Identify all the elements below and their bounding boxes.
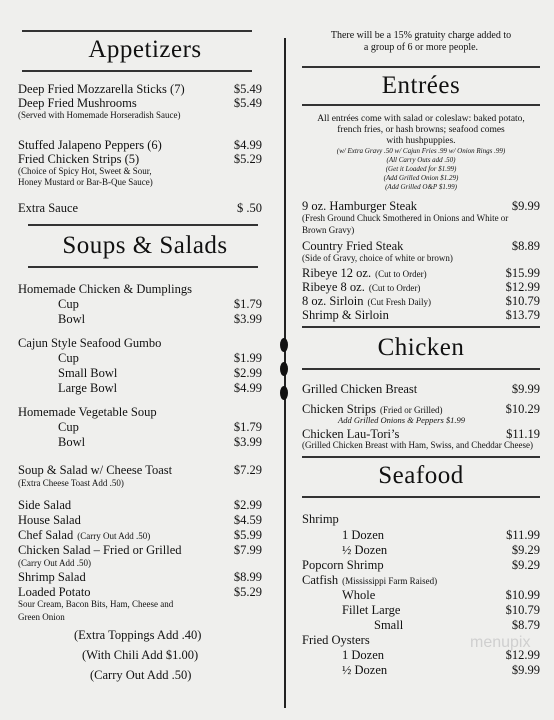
divider-dot [280,362,288,376]
item-name: Cajun Style Seafood Gumbo [18,336,162,350]
appetizers-heading: Appetizers [88,36,202,63]
item-name: 9 oz. Hamburger Steak [302,199,418,213]
item-price: $ .50 [237,201,262,215]
item-price: $12.99 [505,280,540,294]
item-price: $5.99 [233,528,262,542]
item-price: $3.99 [233,435,262,449]
item-name: Side Salad [18,498,72,512]
item-price: $11.19 [506,427,540,441]
item-price: $1.79 [233,420,262,434]
item-price: $4.99 [233,138,262,152]
seafood-heading: Seafood [378,462,464,489]
item-name: Catfish (Mississippi Farm Raised) [302,573,438,587]
item-name: House Salad [18,513,81,527]
item-name: Small [374,618,404,632]
item-name: Small Bowl [58,366,118,380]
item-name: Chicken Lau-Tori’s [302,427,400,441]
item-name: ½ Dozen [342,663,388,677]
soups-salads-heading: Soups & Salads [62,232,228,259]
item-name: Loaded Potato [18,585,91,599]
item-price: $10.79 [505,294,540,308]
item-note: Add Grilled Onions & Peppers $1.99 [338,415,466,425]
item-price: $15.99 [505,266,540,280]
item-price: $5.29 [233,585,262,599]
gratuity-line: a group of 6 or more people. [363,42,479,53]
item-name: Shrimp [302,512,339,526]
item-note: (Fresh Ground Chuck Smothered in Onions and White or [302,213,509,223]
item-note: Brown Gravy) [302,225,355,235]
item-extra: (Carry Out Add .50) [77,531,151,541]
item-name: Fried Chicken Strips (5) [18,152,140,166]
entree-extra-line: (Add Grilled Onion $1.29) [383,174,459,182]
item-name: Deep Fried Mushrooms [18,96,137,110]
item-name: Popcorn Shrimp [302,558,384,572]
gratuity-line: There will be a 15% gratuity charge added to [330,30,512,41]
item-note: Honey Mustard or Bar-B-Que Sauce) [18,177,153,187]
item-extra: (Mississippi Farm Raised) [342,576,438,586]
item-name: (Extra Toppings Add .40) [74,628,202,642]
item-price: $11.99 [506,528,540,542]
item-name: Country Fried Steak [302,239,404,253]
item-price: $7.99 [233,543,262,557]
item-name: Bowl [58,435,86,449]
item-extra: (Fried or Grilled) [379,405,443,415]
item-name: Fillet Large [342,603,401,617]
item-note: (Carry Out Add .50) [18,558,91,568]
item-price: $8.99 [233,570,262,584]
item-note: (Extra Cheese Toast Add .50) [18,478,124,488]
item-name: (Carry Out Add .50) [90,668,192,682]
item-name: Shrimp Salad [18,570,86,584]
heading-rule [302,456,540,458]
item-name: Ribeye 8 oz. (Cut to Order) [302,280,421,294]
item-name: Extra Sauce [18,201,79,215]
item-price: $9.99 [511,663,540,677]
item-price: $4.59 [233,513,262,527]
entree-extra-line: (Get it Loaded for $1.99) [385,165,457,173]
item-price: $13.79 [505,308,540,322]
item-name: Stuffed Jalapeno Peppers (6) [18,138,162,152]
watermark: menupix [470,634,531,651]
item-name: Cup [58,351,79,365]
item-extra: (Cut to Order) [375,269,427,279]
item-note: (Served with Homemade Horseradish Sauce) [18,110,181,120]
heading-rule [22,70,252,72]
item-name: Grilled Chicken Breast [302,382,418,396]
item-price: $5.49 [233,82,262,96]
item-price: $9.99 [511,199,540,213]
item-name: Ribeye 12 oz. (Cut to Order) [302,266,427,280]
item-name: (With Chili Add $1.00) [82,648,199,662]
heading-rule [28,266,258,268]
entree-extra-line: (Add Grilled O&P $1.99) [385,183,457,191]
item-name: Homemade Chicken & Dumplings [18,282,192,296]
item-name: Shrimp & Sirloin [302,308,389,322]
item-note: (Choice of Spicy Hot, Sweet & Sour, [18,166,152,176]
item-price: $7.29 [233,463,262,477]
item-price: $4.99 [233,381,262,395]
entree-intro-line: french fries, or hash browns; seafood comes [337,125,505,135]
item-name: Fried Oysters [302,633,370,647]
chicken-heading: Chicken [377,334,465,361]
item-name: Homemade Vegetable Soup [18,405,157,419]
item-price: $10.99 [505,588,540,602]
item-price: $5.49 [233,96,262,110]
item-name: 1 Dozen [342,648,384,662]
item-name: Large Bowl [58,381,118,395]
entree-extra-line: (All Carry Outs add .50) [386,156,456,164]
item-price: $1.99 [233,351,262,365]
item-name: Chicken Salad – Fried or Grilled [18,543,182,557]
heading-rule [302,104,540,106]
item-name: Soup & Salad w/ Cheese Toast [18,463,173,477]
divider-dot [280,386,288,400]
item-name: Bowl [58,312,86,326]
item-note: (Grilled Chicken Breast with Ham, Swiss, and Cheddar Cheese) [302,440,533,450]
item-price: $9.99 [511,382,540,396]
item-price: $10.79 [505,603,540,617]
item-price: $2.99 [233,366,262,380]
heading-rule [302,326,540,328]
entrees-heading: Entrées [381,72,461,99]
item-name: Chef Salad (Carry Out Add .50) [18,528,151,542]
item-name: 1 Dozen [342,528,384,542]
item-price: $1.79 [233,297,262,311]
entree-intro-line: with hushpuppies. [386,136,456,146]
item-name: ½ Dozen [342,543,388,557]
item-note: (Side of Gravy, choice of white or brown) [302,253,453,263]
divider-dot [280,338,288,352]
item-extra: (Cut to Order) [368,283,421,293]
item-note: Sour Cream, Bacon Bits, Ham, Cheese and [18,599,174,609]
item-price: $3.99 [233,312,262,326]
item-name: Cup [58,297,79,311]
item-price: $12.99 [505,648,540,662]
heading-rule [302,66,540,68]
item-name: Deep Fried Mozzarella Sticks (7) [18,82,185,96]
item-price: $5.29 [233,152,262,166]
heading-rule [22,30,252,32]
entree-extra-line: (w/ Extra Gravy .50 w/ Cajun Fries .99 w/ Onion Rings .99) [336,147,506,155]
item-name: 8 oz. Sirloin (Cut Fresh Daily) [302,294,431,308]
item-price: $10.29 [505,402,540,416]
item-note: Green Onion [18,612,65,622]
item-price: $9.29 [511,558,540,572]
item-price: $8.89 [511,239,540,253]
heading-rule [302,368,540,370]
item-price: $9.29 [511,543,540,557]
item-extra: (Cut Fresh Daily) [367,297,431,307]
heading-rule [302,496,540,498]
item-name: Chicken Strips (Fried or Grilled) [302,402,443,416]
item-name: Whole [342,588,376,602]
item-price: $8.79 [511,618,540,632]
heading-rule [28,224,258,226]
item-price: $2.99 [233,498,262,512]
item-name: Cup [58,420,79,434]
entree-intro-line: All entrées come with salad or coleslaw: baked potato, [317,114,525,124]
